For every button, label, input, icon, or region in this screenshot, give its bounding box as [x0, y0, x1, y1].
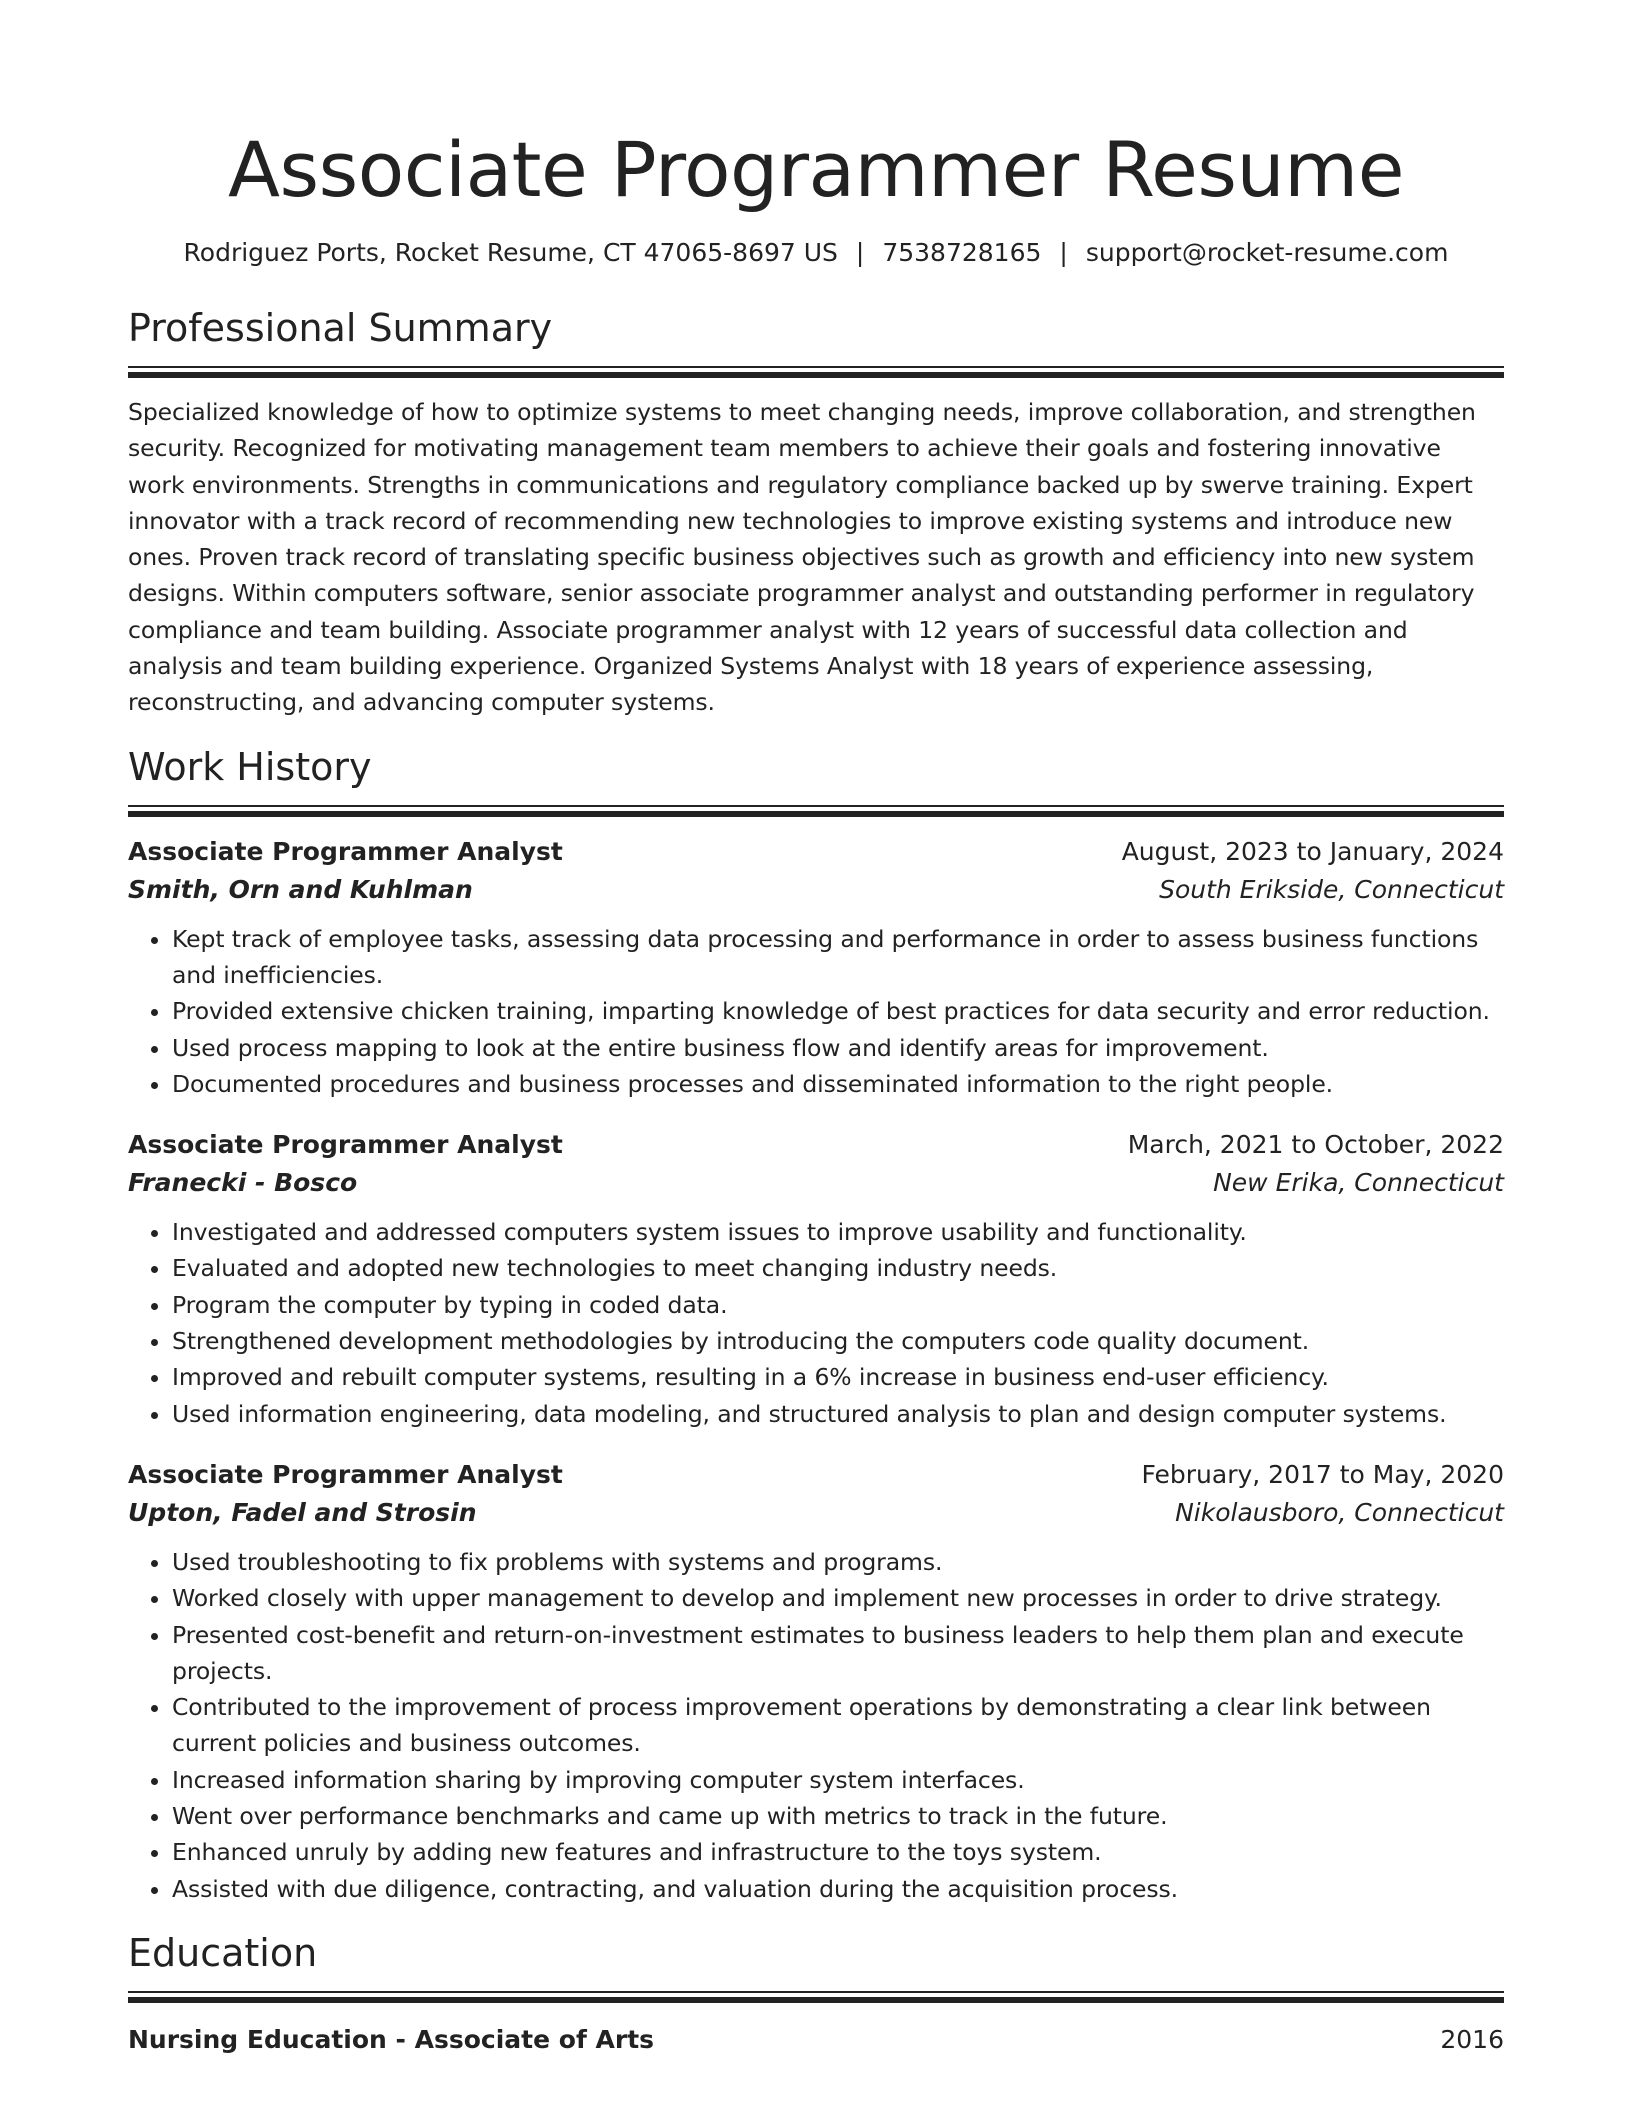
- job-bullets: [128, 1214, 1504, 1432]
- bullet-item: • Used information engineering, data modeling, and structured analysis to plan and design computer systems.: [172, 1396, 1504, 1432]
- job-dates: March, 2021 to October, 2022: [1127, 1130, 1504, 1160]
- job-company: Upton, Fadel and Strosin: [128, 1497, 477, 1527]
- contact-address: Rodriguez Ports, Rocket Resume, CT 47065-8697 US: [183, 238, 838, 267]
- job-location: Nikolausboro, Connecticut: [1175, 1497, 1504, 1527]
- bullet-item: • Documented procedures and business processes and disseminated information to the right people.: [172, 1066, 1504, 1102]
- summary-text: Specialized knowledge of how to optimize systems to meet changing needs, improve collaboration, and strengthen security. Recognized for motivating management team members to achieve their goals and fostering innovative work environments. Strengths in communications and regulatory compliance backed up by swerve training. Expert innovator with a track record of recommending new technologies to improve existing systems and introduce new ones. Proven track record of translating specific business objectives such as growth and efficiency into new system designs. Within computers software, senior associate programmer analyst and outstanding performer in regulatory compliance and team building. Associate programmer analyst with 12 years of successful data collection and analysis and team building experience. Organized Systems Analyst with 18 years of experience assessing, reconstructing, and advancing computer systems.: [128, 398, 1476, 717]
- section-heading-work: Work History: [128, 744, 372, 789]
- contact-line: [128, 236, 1504, 270]
- bullet-item: • Strengthened development methodologies by introducing the computers code quality document.: [172, 1323, 1504, 1359]
- job-title: Associate Programmer Analyst: [128, 836, 563, 866]
- summary-section: [128, 304, 1504, 721]
- bullet-item: • Presented cost-benefit and return-on-investment estimates to business leaders to help them plan and execute projects.: [172, 1617, 1504, 1690]
- job-bullets: [128, 921, 1504, 1102]
- contact-separator: |: [855, 238, 865, 267]
- job-location: South Erikside, Connecticut: [1159, 874, 1504, 904]
- bullet-item: • Program the computer by typing in coded data.: [172, 1287, 1504, 1323]
- job-company: Franecki - Bosco: [128, 1168, 358, 1198]
- bullet-item: • Investigated and addressed computers system issues to improve usability and functionality.: [172, 1214, 1504, 1250]
- bullet-item: • Provided extensive chicken training, imparting knowledge of best practices for data security and error reduction.: [172, 993, 1504, 1029]
- job-title: Associate Programmer Analyst: [128, 1130, 563, 1160]
- bullet-item: • Kept track of employee tasks, assessing data processing and performance in order to assess business functions and inefficiencies.: [172, 921, 1504, 994]
- contact-separator: |: [1059, 238, 1068, 267]
- job-entry: [128, 833, 1504, 1102]
- education-entry: [128, 2021, 1504, 2059]
- section-divider: [128, 366, 1504, 378]
- job-company: Smith, Orn and Kuhlman: [128, 874, 473, 904]
- bullet-item: • Enhanced unruly by adding new features and infrastructure to the toys system.: [172, 1834, 1504, 1870]
- contact-phone: 7538728165: [882, 238, 1042, 267]
- resume-title: Associate Programmer Resume: [228, 125, 1404, 214]
- contact-email: support@rocket-resume.com: [1085, 238, 1449, 267]
- job-bullets: [128, 1544, 1504, 1907]
- job-location: New Erika, Connecticut: [1213, 1168, 1504, 1198]
- section-divider: [128, 805, 1504, 817]
- job-entry: [128, 1456, 1504, 1907]
- work-section: [128, 743, 1504, 1907]
- education-year: 2016: [1440, 2024, 1504, 2054]
- section-heading-education: Education: [128, 1930, 318, 1975]
- section-heading-summary: Professional Summary: [128, 306, 553, 350]
- section-divider: [128, 1991, 1504, 2003]
- bullet-item: • Went over performance benchmarks and came up with metrics to track in the future.: [172, 1798, 1504, 1834]
- bullet-item: • Used process mapping to look at the entire business flow and identify areas for improvement.: [172, 1030, 1504, 1066]
- job-dates: August, 2023 to January, 2024: [1121, 836, 1504, 866]
- job-dates: February, 2017 to May, 2020: [1141, 1459, 1504, 1489]
- bullet-item: • Evaluated and adopted new technologies to meet changing industry needs.: [172, 1250, 1504, 1286]
- education-section: [128, 1929, 1504, 2059]
- bullet-item: • Assisted with due diligence, contracting, and valuation during the acquisition process.: [172, 1871, 1504, 1907]
- job-title: Associate Programmer Analyst: [128, 1459, 563, 1489]
- bullet-item: • Worked closely with upper management to develop and implement new processes in order to drive strategy.: [172, 1580, 1504, 1616]
- resume-page: [128, 0, 1504, 2059]
- education-title: Nursing Education - Associate of Arts: [128, 2024, 655, 2054]
- job-entry: [128, 1126, 1504, 1432]
- bullet-item: • Used troubleshooting to fix problems with systems and programs.: [172, 1544, 1504, 1580]
- bullet-item: • Contributed to the improvement of process improvement operations by demonstrating a clear link between current policies and business outcomes.: [172, 1689, 1504, 1762]
- bullet-item: • Increased information sharing by improving computer system interfaces.: [172, 1762, 1504, 1798]
- bullet-item: • Improved and rebuilt computer systems, resulting in a 6% increase in business end-user efficiency.: [172, 1359, 1504, 1395]
